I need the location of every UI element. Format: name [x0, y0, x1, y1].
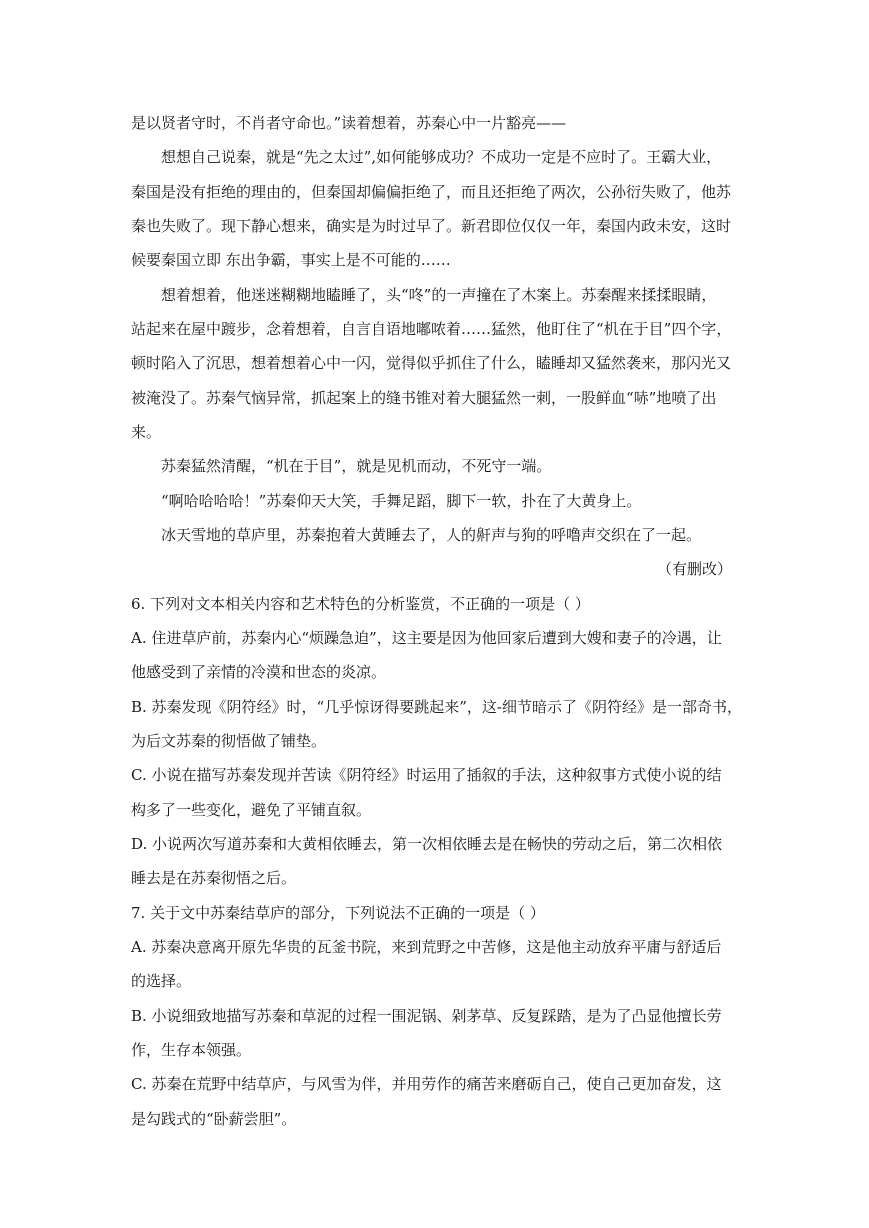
text-line: 是以贤者守时，不肖者守命也。”读着想着，苏秦心中一片豁亮—— — [131, 114, 567, 132]
question-6: 6. 下列对文本相关内容和艺术特色的分析鉴赏，不正确的一项是（ ） — [131, 595, 590, 613]
text-line: “啊哈哈哈哈！”苏秦仰天大笑，手舞足蹈，脚下一软，扑在了大黄身上。 — [161, 492, 642, 510]
text-line: 候要秦国立即 东出争霸，事实上是不可能的…… — [131, 251, 451, 269]
text-line: 想想自己说秦，就是“先之太过”,如何能够成功？不成功一定是不应时了。王霸大业， — [161, 148, 722, 166]
option-line: 他感受到了亲情的冷漠和世态的炎凉。 — [131, 663, 387, 681]
text-line: 被淹没了。苏秦气恼异常，抓起案上的缝书锥对着大腿猛然一刺，一股鲜血“哧”地喷了出 — [131, 389, 717, 407]
text-line: 冰天雪地的草庐里，苏秦抱着大黄睡去了，人的鼾声与狗的呼噜声交织在了一起。 — [161, 526, 702, 544]
source-note: （有删改） — [656, 560, 732, 578]
option-line: C. 苏秦在荒野中结草庐，与风雪为伴，并用劳作的痛苦来磨砺自己，使自己更加奋发，这 — [131, 1075, 722, 1093]
option-line: B. 小说细致地描写苏秦和草泥的过程一围泥锅、剁茅草、反复踩踏，是为了凸显他擅长劳 — [131, 1007, 722, 1025]
text-line: 顿时陷入了沉思，想着想着心中一闪，觉得似乎抓住了什么，瞌睡却又猛然袭来，那闪光又 — [131, 354, 732, 372]
text-line: 来。 — [131, 423, 162, 441]
option-line: 的选择。 — [131, 972, 192, 990]
option-line: 是勾践式的“卧薪尝胆”。 — [131, 1110, 297, 1128]
option-line: 为后文苏秦的彻悟做了铺垫。 — [131, 732, 327, 750]
option-line: D. 小说两次写道苏秦和大黄相依睡去，第一次相依睡去是在畅快的劳动之后，第二次相依 — [131, 835, 723, 853]
option-line: 作，生存本领强。 — [131, 1041, 252, 1059]
option-line: A. 苏秦决意离开原先华贵的瓦釜书院，来到荒野之中苦修，这是他主动放弃平庸与舒适后 — [131, 938, 722, 956]
text-line: 想着想着，他迷迷糊糊地瞌睡了，头“咚”的一声撞在了木案上。苏秦醒来揉揉眼睛， — [161, 286, 717, 304]
option-line: A. 住进草庐前，苏秦内心“烦躁急迫”，这主要是因为他回家后遭到大嫂和妻子的冷遇，让 — [131, 629, 722, 647]
text-line: 站起来在屋中踱步，念着想着，自言自语地嘟哝着……猛然，他盯住了“机在于目”四个字， — [131, 320, 732, 338]
option-line: 睡去是在苏秦彻悟之后。 — [131, 869, 297, 887]
text-line: 秦也失败了。现下静心想来，确实是为时过早了。新君即位仅仅一年，秦国内政未安，这时 — [131, 217, 732, 235]
question-7: 7. 关于文中苏秦结草庐的部分，下列说法不正确的一项是（ ） — [131, 904, 545, 922]
option-line: B. 苏秦发现《阴符经》时，“几乎惊讶得要跳起来”，这-细节暗示了《阴符经》是一部奇书， — [131, 698, 742, 716]
text-line: 苏秦猛然清醒，“机在于目”，就是见机而动，不死守一端。 — [161, 457, 552, 475]
option-line: 构多了一些变化，避免了平铺直叙。 — [131, 801, 372, 819]
text-line: 秦国是没有拒绝的理由的，但秦国却偏偏拒绝了，而且还拒绝了两次，公孙衍失败了，他苏 — [131, 183, 732, 201]
option-line: C. 小说在描写苏秦发现并苦读《阴符经》时运用了插叙的手法，这种叙事方式使小说的结 — [131, 766, 722, 784]
